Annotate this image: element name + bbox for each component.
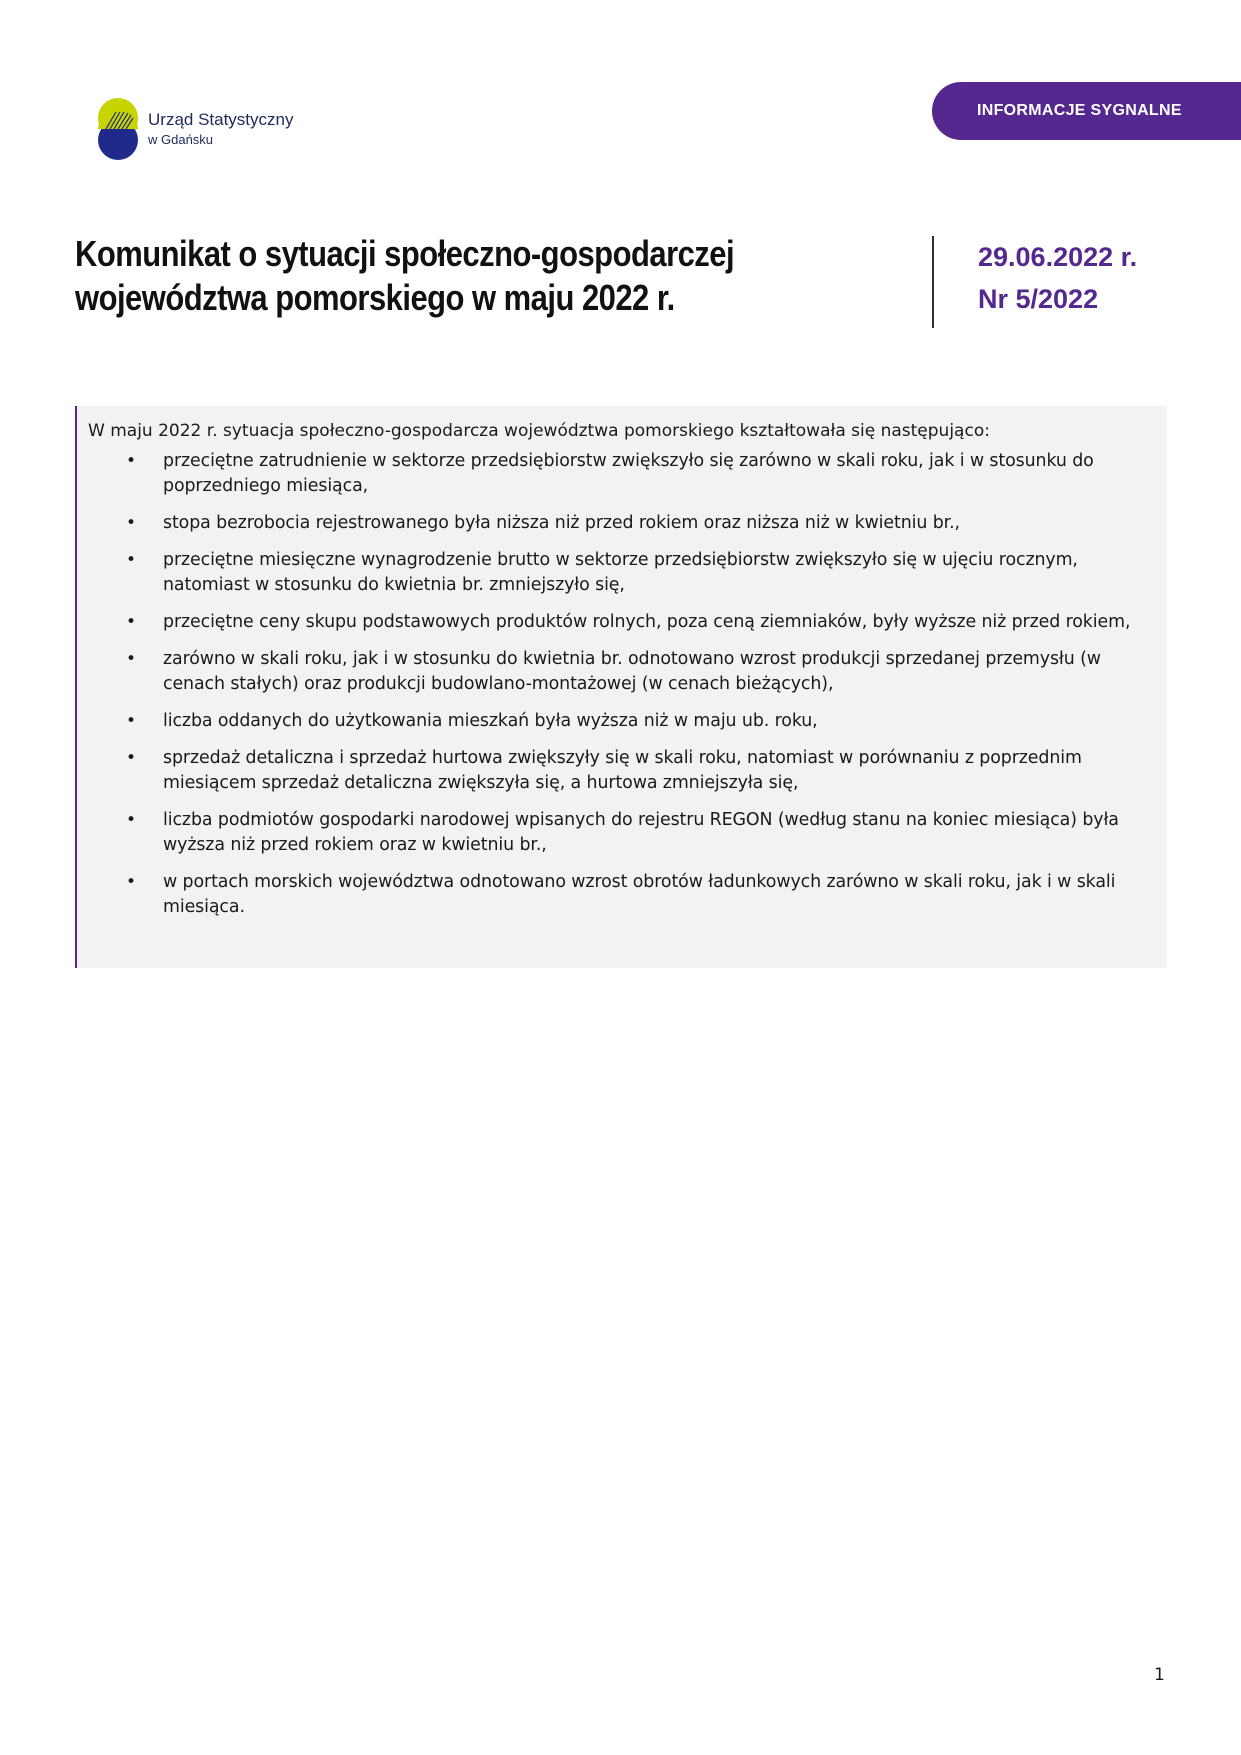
list-item: • zarówno w skali roku, jak i w stosunku do kwietnia br. odnotowano wzrost produkcji sprzedanej przemysłu (w cenach stałych) oraz produkcji budowlano-montażowej (w cenach bieżących), [126, 649, 1101, 694]
bullet-icon: • [126, 513, 136, 533]
logo-name: Urząd Statystyczny [148, 110, 294, 129]
bullet-icon: • [126, 810, 136, 830]
title-line-1: Komunikat o sytuacji społeczno-gospodarczej [75, 233, 735, 274]
title-line-2: województwa pomorskiego w maju 2022 r. [75, 277, 675, 318]
logo-subname: w Gdańsku [148, 132, 214, 147]
page-title [75, 232, 789, 320]
publication-number: Nr 5/2022 [978, 284, 1099, 314]
list-item: • przeciętne ceny skupu podstawowych produktów rolnych, poza ceną ziemniaków, były wyższe niż przed rokiem, [88, 610, 1147, 635]
list-item: • liczba podmiotów gospodarki narodowej wpisanych do rejestru REGON (według stanu na koniec miesiąca) była wyższa niż przed rokiem oraz w kwietniu br., [126, 810, 1119, 855]
list-item: • w portach morskich województwa odnotowano wzrost obrotów ładunkowych zarówno w skali roku, jak i w skali miesiąca. [126, 872, 1116, 917]
summary-box [75, 406, 1167, 968]
page-number: 1 [1154, 1665, 1165, 1685]
logo [96, 96, 316, 166]
bullet-icon: • [126, 550, 136, 570]
summary-intro: W maju 2022 r. sytuacja społeczno-gospodarcza województwa pomorskiego kształtowała się następująco: [88, 421, 990, 441]
bullet-icon: • [126, 612, 136, 632]
publication-date: 29.06.2022 r. [978, 242, 1138, 272]
publication-meta [978, 236, 1137, 320]
list-item: • przeciętne zatrudnienie w sektorze przedsiębiorstw zwiększyło się zarówno w skali roku, jak i w stosunku do poprzedniego miesiąca, [126, 451, 1094, 496]
bullet-icon: • [126, 872, 136, 892]
bullet-icon: • [126, 649, 136, 669]
bullet-icon: • [126, 451, 136, 471]
list-item: • liczba oddanych do użytkowania mieszkań była wyższa niż w maju ub. roku, [88, 709, 1147, 734]
list-item: • przeciętne miesięczne wynagrodzenie brutto w sektorze przedsiębiorstw zwiększyło się w ujęciu rocznym, natomiast w stosunku do kwietnia br. zmniejszyło się, [126, 550, 1078, 595]
publication-type-badge: INFORMACJE SYGNALNE [932, 82, 1241, 140]
list-item: • sprzedaż detaliczna i sprzedaż hurtowa zwiększyły się w skali roku, natomiast w porównaniu z poprzednim miesiącem sprzedaż detaliczna zwiększyła się, a hurtowa zmniejszyła się, [126, 748, 1082, 793]
summary-list [88, 449, 1147, 920]
bullet-icon: • [126, 748, 136, 768]
list-item: • stopa bezrobocia rejestrowanego była niższa niż przed rokiem oraz niższa niż w kwietniu br., [88, 511, 1147, 536]
logo-emblem-icon [96, 96, 140, 162]
title-divider [932, 236, 934, 328]
bullet-icon: • [126, 711, 136, 731]
